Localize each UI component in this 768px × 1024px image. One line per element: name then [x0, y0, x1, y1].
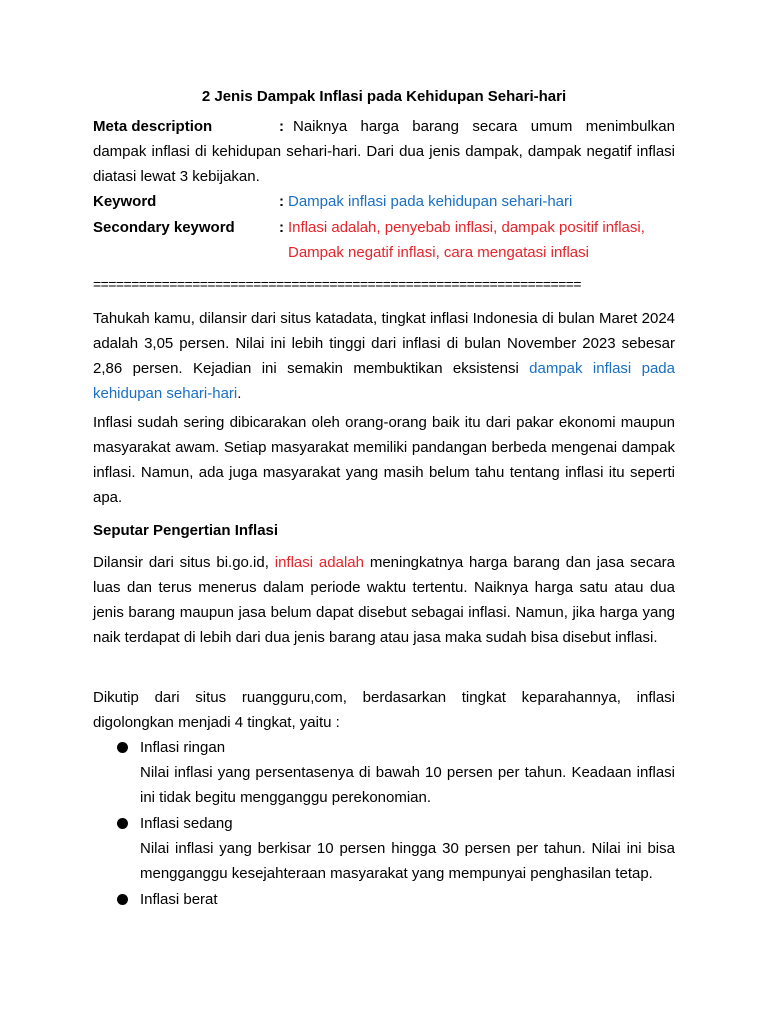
secondary-keyword-row [93, 215, 675, 265]
paragraph-levels-intro: Dikutip dari situs ruangguru,com, berdasarkan tingkat keparahannya, inflasi digolongkan menjadi 4 tingkat, yaitu : [93, 689, 675, 731]
list-item-content [140, 735, 675, 810]
secondary-keyword-line-1: Inflasi adalah, penyebab inflasi, dampak positif inflasi, [288, 219, 645, 236]
meta-description-value-rest: dampak inflasi di kehidupan sehari-hari. Dari dua jenis dampak, dampak negatif inflasi diatasi lewat 3 kebijakan. [93, 143, 675, 185]
paragraph-intro-text: Tahukah kamu, dilansir dari situs katadata, tingkat inflasi Indonesia di bulan Maret 2024 adalah 3,05 persen. Nilai ini lebih tinggi dari inflasi di bulan November 2023 sebesar 2,86 persen. Kejadian ini semakin membuktikan eksistensi [93, 310, 675, 377]
list-item-title: Inflasi sedang [140, 815, 233, 832]
secondary-keyword-values [288, 215, 645, 265]
section-divider: ================================================================ [93, 276, 582, 292]
document-title: 2 Jenis Dampak Inflasi pada Kehidupan Sehari-hari [201, 88, 567, 105]
keyword-row [93, 189, 675, 214]
secondary-keyword-label: Secondary keyword [93, 219, 235, 236]
secondary-keyword-line-2: Dampak negatif inflasi, cara mengatasi inflasi [288, 244, 589, 261]
list-item-title: Inflasi ringan [140, 739, 226, 756]
paragraph-definition-rest: meningkatnya harga barang dan jasa secara luas dan terus menerus dalam periode waktu tertentu. Naiknya harga satu atau dua jenis barang maupun jasa belum dapat disebut sebagai inflasi. Namun, jika harga yang naik terdapat di lebih dari dua jenis barang atau jasa maka sudah bisa disebut inflasi. [93, 554, 676, 646]
paragraph-2: Inflasi sudah sering dibicarakan oleh orang-orang baik itu dari pakar ekonomi maupun masyarakat awam. Setiap masyarakat memiliki pandangan berbeda mengenai dampak inflasi. Namun, ada juga masyarakat yang masih belum tahu tentang inflasi itu seperti apa. [93, 414, 675, 506]
keyword-label: Keyword [93, 193, 157, 210]
list-item-content [140, 811, 675, 886]
section-heading: Seputar Pengertian Inflasi [93, 522, 279, 539]
meta-description-value-first: Naiknya harga barang secara umum menimbulkan [293, 118, 675, 135]
paragraph-intro-end: . [237, 385, 242, 402]
list-item-description: Nilai inflasi yang berkisar 10 persen hingga 30 persen per tahun. Nilai ini bisa mengganggu kesejahteraan masyarakat yang mempunyai penghasilan tetap. [140, 840, 675, 882]
paragraph-intro [93, 306, 675, 406]
paragraph-definition-start: Dilansir dari situs bi.go.id, [93, 554, 269, 571]
secondary-keyword-colon: : [279, 219, 284, 236]
bullet-icon [117, 742, 128, 753]
paragraph-definition-keyword: inflasi adalah [274, 554, 364, 571]
meta-description-first-line [93, 114, 675, 139]
keyword-value: Dampak inflasi pada kehidupan sehari-hari [288, 193, 573, 210]
list-item-description: Nilai inflasi yang persentasenya di bawah 10 persen per tahun. Keadaan inflasi ini tidak begitu mengganggu perekonomian. [140, 764, 675, 806]
meta-description-colon: : [279, 118, 284, 135]
paragraph-definition [93, 550, 675, 650]
meta-description-label: Meta description [93, 118, 213, 135]
bullet-icon [117, 894, 128, 905]
paragraph-intro-link[interactable]: dampak inflasi pada kehidupan sehari-hari [93, 360, 675, 402]
bullet-icon [117, 818, 128, 829]
list-item-title: Inflasi berat [140, 891, 218, 908]
keyword-colon: : [279, 193, 284, 210]
meta-description-block [93, 114, 675, 189]
list-item-content [140, 887, 675, 912]
